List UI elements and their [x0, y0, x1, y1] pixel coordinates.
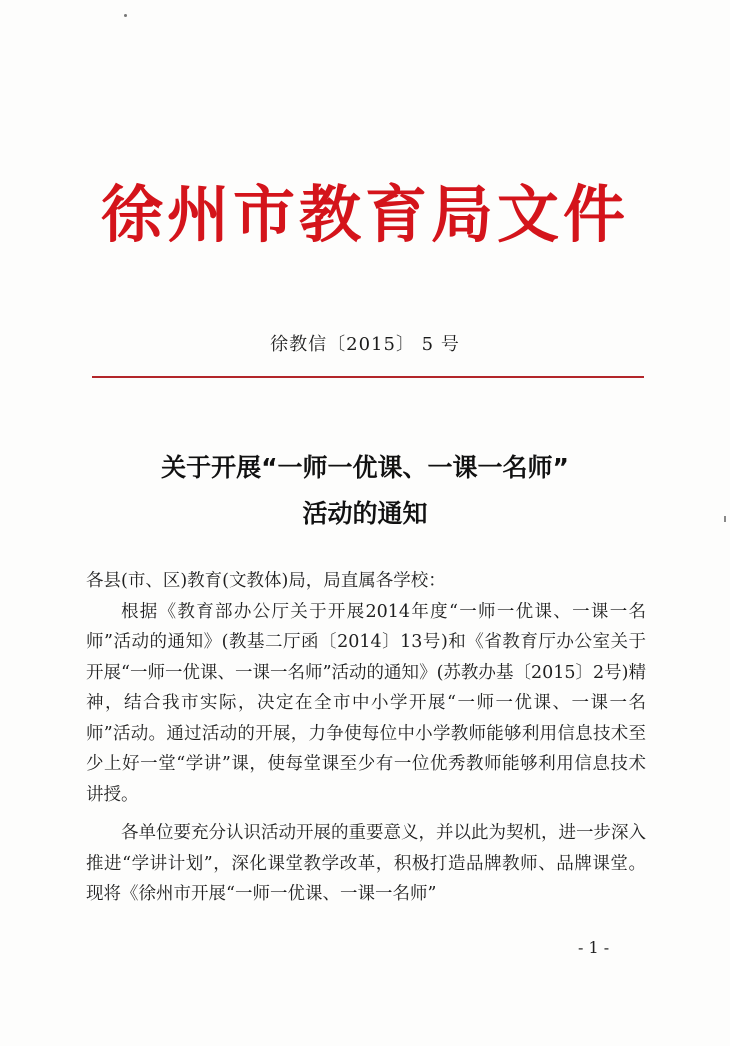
- masthead-title: 徐州市教育局文件: [100, 178, 629, 251]
- notice-title-line-2: 活动的通知: [302, 499, 428, 528]
- body-paragraph-2: 各单位要充分认识活动开展的重要意义，并以此为契机，进一步深入推进“学讲计划”，深化课堂教学改革，积极打造品牌教师、品牌课堂。现将《徐州市开展“一师一优课、一课一名师”: [86, 823, 646, 904]
- body-paragraph-1: 根据《教育部办公厅关于开展2014年度“一师一优课、一课一名师”活动的通知》(教基二厅函〔2014〕13号)和《省教育厅办公室关于开展“一师一优课、一课一名师”活动的通知》(苏教办基〔2015〕2号)精神，结合我市实际，决定在全市中小学开展“一师一优课、一课一名师”活动。通过活动的开展，力争使每位中小学教师能够利用信息技术至少上好一堂“学讲”课，使每堂课至少有一位优秀教师能够利用信息技术讲授。: [86, 601, 646, 805]
- scan-speck: [124, 14, 127, 17]
- notice-body: [86, 566, 646, 910]
- salutation: 各县(市、区)教育(文教体)局，局直属各学校：: [86, 571, 446, 591]
- page-number: - 1 -: [578, 938, 610, 957]
- document-number: 徐教信〔2015〕 5 号: [270, 334, 460, 355]
- notice-title-line-1: 关于开展“一师一优课、一课一名师”: [161, 453, 569, 482]
- red-divider-rule: [92, 376, 644, 378]
